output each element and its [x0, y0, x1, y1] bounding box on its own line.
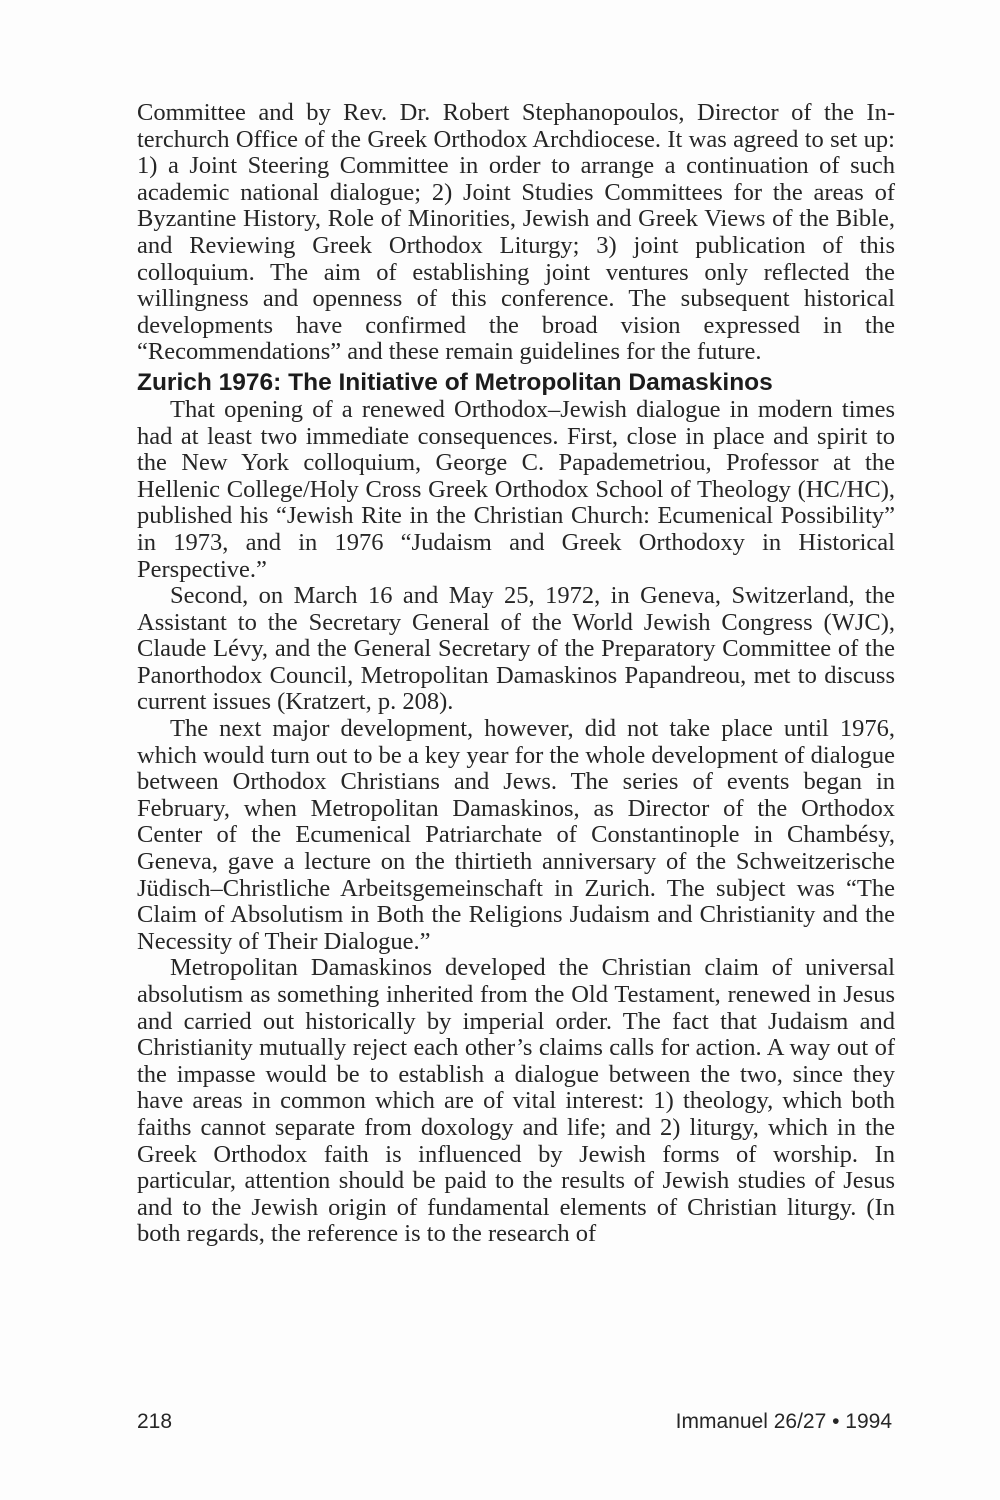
paragraph: Metropolitan Damaskinos developed the Christian claim of universal absolutism as something inherited from the Old Testament, renewed in Jesus and carried out historically by imperial order. The fact that Judaism and Christianity mutually reject each other’s claims calls for action. A way out of the impasse would be to establish a dialogue between the two, since they have areas in common which are of vital interest: 1) theology, which both faiths cannot separate from doxology and life; and 2) liturgy, which in the Greek Orthodox faith is influenced by Jewish forms of worship. In particular, attention should be paid to the results of Jewish studies of Jesus and to the Jewish origin of fundamental elements of Christian liturgy. (In both regards, the reference is to the research of — [137, 954, 895, 1248]
section-heading: Zurich 1976: The Initiative of Metropolitan Damaskinos — [137, 368, 773, 396]
journal-citation: Immanuel 26/27 • 1994 — [675, 1410, 892, 1433]
page-number: 218 — [137, 1410, 173, 1433]
paragraph: Second, on March 16 and May 25, 1972, in Geneva, Switzerland, the Assistant to the Secretary General of the World Jewish Congress (WJC), Claude Lévy, and the General Secretary of the Preparatory Committee of the Panorthodox Council, Metropolitan Damaskinos Papandreou, met to discuss current issues (Kratzert, p. 208). — [137, 582, 895, 716]
paragraph-continuation: Committee and by Rev. Dr. Robert Stephanopoulos, Director of the Interchurch Office of the Greek Orthodox Archdiocese. It was agreed to set up: 1) a Joint Steering Committee in order to arrange a continuation of such academic national dialogue; 2) Joint Studies Committees for the areas of Byzantine History, Role of Minorities, Jewish and Greek Views of the Bible, and Reviewing Greek Orthodox Liturgy; 3) joint publication of this colloquium. The aim of establishing joint ventures only reflected the willingness and openness of this conference. The subsequent historical developments have confirmed the broad vision expressed in the “Recommendations” and these remain guidelines for the future. — [137, 99, 895, 366]
paragraph: The next major development, however, did not take place until 1976, which would turn out to be a key year for the whole development of dialogue between Orthodox Christians and Jews. The series of events began in February, when Metropolitan Damaskinos, as Director of the Orthodox Center of the Ecumenical Patriarchate of Constantinople in Chambésy, Geneva, gave a lecture on the thirtieth anniversary of the Schweitzerische Jüdisch–Christliche Arbeitsgemeinschaft in Zurich. The subject was “The Claim of Absolutism in Both the Religions Judaism and Christianity and the Necessity of Their Dialogue.” — [137, 715, 895, 955]
paragraph: That opening of a renewed Orthodox–Jewish dialogue in modern times had at least two immediate consequences. First, close in place and spirit to the New York colloquium, George C. Papademetriou, Professor at the Hellenic College/Holy Cross Greek Orthodox School of Theology (HC/HC), published his “Jewish Rite in the Christian Church: Ecumenical Possibility” in 1973, and in 1976 “Judaism and Greek Orthodoxy in Historical Perspective.” — [137, 395, 895, 583]
body-text — [137, 100, 895, 1248]
